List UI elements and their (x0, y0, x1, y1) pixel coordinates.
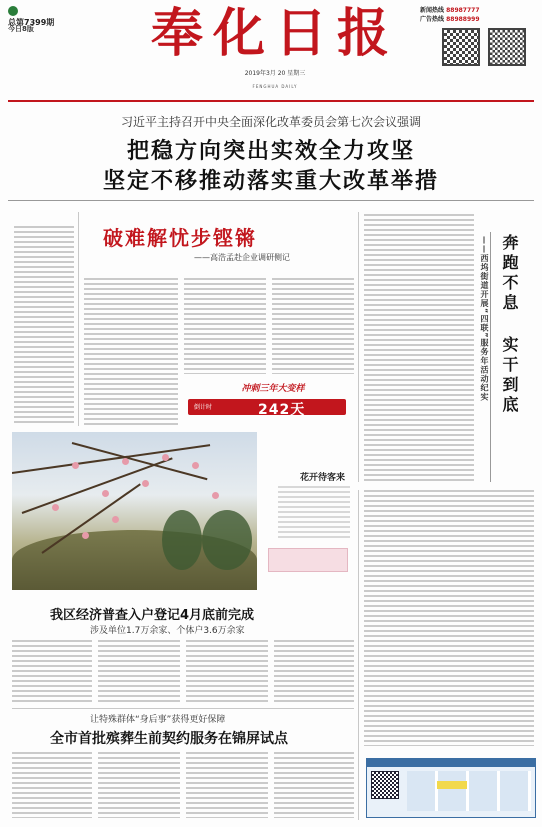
story2-text-col4 (274, 640, 354, 704)
blossom (162, 454, 169, 461)
column-divider (358, 212, 359, 482)
lead-rule (8, 200, 534, 201)
paper-title: 奉化日报 (150, 3, 399, 64)
qr-code-icon (442, 28, 480, 66)
blossom (72, 462, 79, 469)
story2-subtitle: 涉及单位1.7万余家、个体户3.6万余家 (90, 626, 245, 636)
feature-text-col2 (184, 278, 266, 374)
ad-highlight (437, 781, 467, 789)
photo-caption-text (278, 486, 350, 538)
feature-text-col1 (84, 278, 178, 426)
blossom (142, 480, 149, 487)
masthead (0, 0, 542, 100)
qr-codes (420, 28, 538, 68)
ad-header-bar (367, 759, 535, 767)
story2-title: 我区经济普查入户登记4月底前完成 (50, 608, 255, 623)
lead-kicker: 习近平主持召开中央全面深化改革委员会第七次会议强调 (120, 115, 421, 129)
column-divider (78, 212, 79, 426)
blossom-photo (12, 432, 257, 590)
page-count: 今日8版 (8, 25, 34, 33)
banner-slogan: 冲刺三年大变样 (241, 384, 305, 394)
masthead-rule (8, 100, 534, 102)
photo-branch (12, 444, 210, 474)
issue-number: 总第7399期 (8, 18, 55, 27)
story3-title: 全市首批殡葬生前契约服务在锦屏试点 (50, 731, 288, 747)
paper-subtitle: FENGHUA DAILY (252, 84, 298, 89)
story3-kicker: 让特殊群体“身后事”获得更好保障 (90, 715, 226, 725)
blossom (82, 532, 89, 539)
masthead-left-info (8, 6, 118, 33)
story3-text-col3 (186, 752, 268, 818)
blossom (102, 490, 109, 497)
photo-tree (162, 510, 202, 570)
blossom (122, 458, 129, 465)
banner-label: 倒计时 (194, 404, 213, 411)
qr-code-icon (371, 771, 399, 799)
photo-caption-title: 花开待客来 (300, 473, 346, 483)
blossom (212, 492, 219, 499)
paper-logo-icon (8, 6, 18, 16)
lead-headline-2: 坚定不移推动落实重大改革举措 (102, 169, 439, 194)
column-divider (358, 490, 359, 820)
blossom (112, 516, 119, 523)
left-column-text (14, 226, 74, 426)
story3-text-col2 (98, 752, 180, 818)
photo-branch (22, 457, 173, 514)
side-story-text (364, 214, 474, 482)
side-headline-b: 实干到底 (500, 336, 519, 416)
qr-code-icon (488, 28, 526, 66)
photo-tree (202, 510, 252, 570)
side-headline-a: 奔跑不息 (500, 234, 519, 314)
story-rule (12, 708, 354, 709)
story2-text-col3 (186, 640, 268, 704)
story2-text-col1 (12, 640, 92, 704)
banner-countdown: 242天 (258, 402, 306, 418)
masthead-right-info (420, 6, 538, 24)
story3-text-col4 (274, 752, 354, 818)
lead-headline-1: 把稳方向突出实效全力攻坚 (126, 139, 415, 164)
ad-table (407, 771, 531, 811)
feature-title: 破难解忧步铿锵 (103, 226, 257, 250)
story3-text-col1 (12, 752, 92, 818)
countdown-banner (188, 381, 348, 419)
news-hotline: 新闻热线 88987777 (420, 7, 480, 14)
blossom (192, 462, 199, 469)
feature-subtitle: ——高浩孟赴企业调研侧记 (194, 253, 290, 262)
side-story-rule (490, 232, 491, 482)
story2-text-col2 (98, 640, 180, 704)
seal-stamp (268, 548, 348, 572)
ad-box (366, 758, 536, 818)
ad-hotline: 广告热线 88988999 (420, 16, 480, 23)
blossom (52, 504, 59, 511)
side-subhead: ——西坞街道开展“四联”服务年活动纪实 (480, 236, 489, 402)
feature-text-col3 (272, 278, 354, 374)
issue-date: 2019年3月 20 星期三 (244, 70, 306, 77)
